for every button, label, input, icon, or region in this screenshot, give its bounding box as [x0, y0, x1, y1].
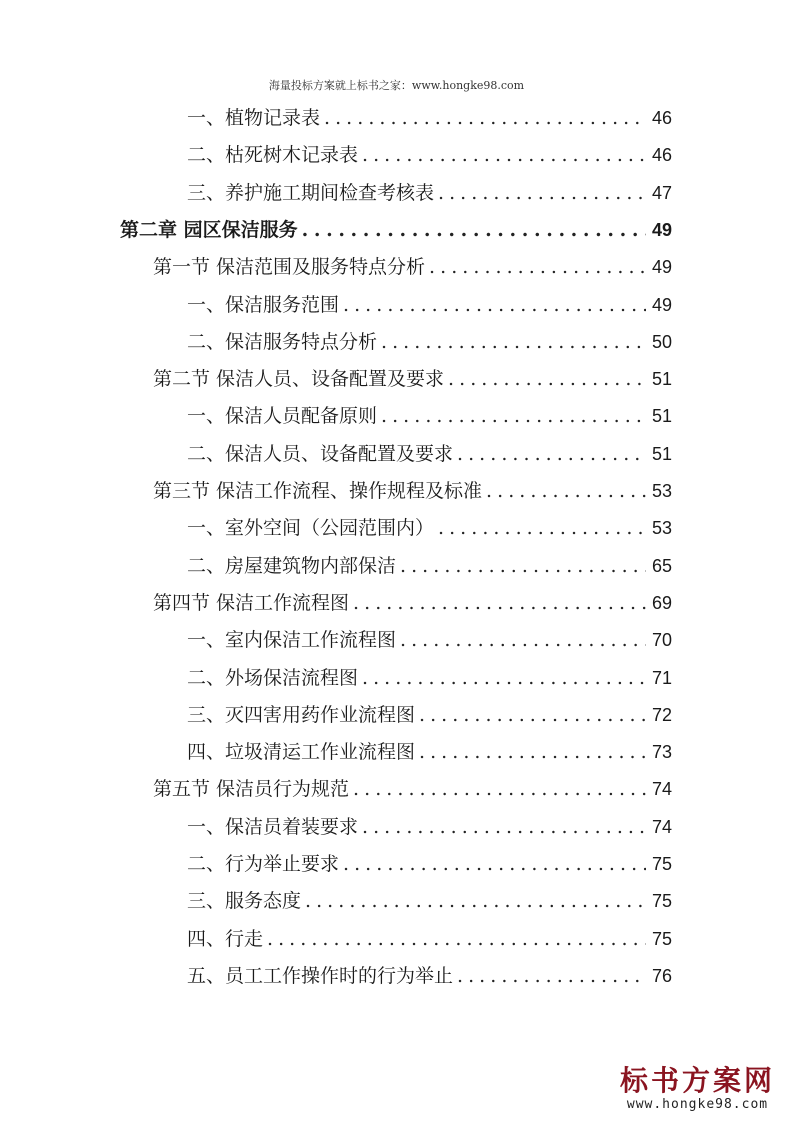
- toc-dot-leader: [381, 324, 646, 361]
- toc-entry-page-number: 70: [651, 630, 672, 651]
- toc-entry[interactable]: [153, 771, 672, 808]
- toc-dot-leader: [362, 660, 646, 697]
- toc-entry[interactable]: [187, 436, 672, 473]
- toc-entry-page-number: 46: [651, 145, 672, 166]
- toc-entry[interactable]: [187, 958, 672, 995]
- toc-dot-leader: [486, 473, 646, 510]
- toc-entry[interactable]: [187, 809, 672, 846]
- toc-entry-page-number: 47: [651, 182, 672, 203]
- toc-entry-title: 第一节 保洁范围及服务特点分析: [153, 256, 426, 279]
- toc-entry[interactable]: [153, 473, 672, 510]
- toc-entry[interactable]: [187, 175, 672, 212]
- toc-entry[interactable]: [153, 585, 672, 622]
- toc-entry-page-number: 53: [651, 481, 672, 501]
- watermark-title: 标书方案网: [619, 1064, 775, 1097]
- toc-entry-page-number: 46: [651, 108, 672, 128]
- toc-entry[interactable]: [187, 100, 672, 137]
- toc-entry[interactable]: [187, 883, 672, 920]
- toc-entry[interactable]: [187, 287, 672, 324]
- toc-entry[interactable]: [153, 361, 672, 398]
- toc-entry[interactable]: [187, 548, 672, 585]
- toc-entry[interactable]: [187, 324, 672, 361]
- toc-entry[interactable]: [187, 622, 672, 659]
- toc-entry-page-number: 72: [651, 704, 672, 725]
- toc-entry-page-number: 74: [651, 779, 672, 800]
- toc-entry-page-number: 75: [651, 854, 672, 874]
- toc-entry[interactable]: [187, 398, 672, 435]
- toc-dot-leader: [429, 249, 646, 286]
- toc-entry-page-number: 76: [651, 965, 672, 986]
- toc-entry-page-number: 51: [651, 369, 672, 390]
- toc-entry[interactable]: [187, 846, 672, 883]
- toc-entry-title: 四、行走: [187, 927, 264, 950]
- toc-entry[interactable]: [187, 510, 672, 547]
- toc-dot-leader: [400, 622, 646, 659]
- toc-dot-leader: [343, 287, 646, 324]
- toc-dot-leader: [362, 809, 646, 846]
- toc-entry-title: 五、员工工作操作时的行为举止: [187, 964, 454, 987]
- toc-entry-title: 二、枯死树木记录表: [187, 144, 359, 167]
- toc-dot-leader: [343, 846, 646, 883]
- toc-dot-leader: [419, 697, 646, 734]
- page-header: 海量投标方案就上标书之家：www.hongke98.com: [268, 79, 525, 92]
- toc-dot-leader: [457, 958, 646, 995]
- toc-dot-leader: [381, 398, 646, 435]
- toc-entry-title: 三、养护施工期间检查考核表: [187, 181, 435, 204]
- toc-entry-page-number: 49: [651, 219, 672, 240]
- toc-entry-title: 二、保洁服务特点分析: [187, 330, 378, 353]
- toc-entry-page-number: 49: [651, 257, 672, 278]
- toc-entry-page-number: 65: [651, 555, 672, 576]
- toc-entry-page-number: 73: [651, 742, 672, 763]
- toc-dot-leader: [302, 212, 646, 249]
- toc-entry[interactable]: [187, 921, 672, 958]
- toc-entry[interactable]: [187, 734, 672, 771]
- toc-entry-title: 第二节 保洁人员、设备配置及要求: [153, 368, 445, 391]
- toc-entry[interactable]: [187, 697, 672, 734]
- toc-entry-title: 第三节 保洁工作流程、操作规程及标准: [153, 480, 483, 502]
- watermark-logo: [620, 1065, 775, 1112]
- toc-dot-leader: [438, 510, 646, 547]
- toc-entry-title: 四、垃圾清运工作业流程图: [187, 741, 416, 764]
- toc-entry-title: 一、保洁服务范围: [187, 293, 340, 316]
- toc-entry-page-number: 51: [651, 443, 672, 464]
- toc-entry-title: 一、室内保洁工作流程图: [187, 629, 397, 652]
- toc-entry-page-number: 71: [651, 667, 672, 688]
- toc-dot-leader: [305, 883, 646, 920]
- toc-entry-title: 一、室外空间（公园范围内）: [187, 517, 435, 540]
- toc-entry-title: 一、保洁人员配备原则: [187, 405, 378, 428]
- toc-entry-title: 三、灭四害用药作业流程图: [187, 703, 416, 726]
- toc-entry[interactable]: [120, 212, 672, 249]
- toc-entry-title: 一、植物记录表: [187, 107, 321, 129]
- toc-entry-page-number: 51: [651, 406, 672, 427]
- toc-entry-title: 二、保洁人员、设备配置及要求: [187, 442, 454, 465]
- toc-entry-page-number: 75: [651, 928, 672, 949]
- toc-dot-leader: [267, 921, 646, 958]
- toc-entry[interactable]: [153, 249, 672, 286]
- toc-entry-title: 三、服务态度: [187, 890, 302, 913]
- toc-entry-title: 第四节 保洁工作流程图: [153, 591, 350, 614]
- toc-dot-leader: [353, 771, 646, 808]
- toc-entry[interactable]: [187, 660, 672, 697]
- toc-entry-title: 一、保洁员着装要求: [187, 815, 359, 838]
- watermark-url: www.hongke98.com: [626, 1097, 769, 1112]
- toc-dot-leader: [438, 175, 646, 212]
- toc-entry[interactable]: [187, 137, 672, 174]
- toc-dot-leader: [400, 548, 646, 585]
- toc-entry-page-number: 69: [651, 592, 672, 613]
- toc-dot-leader: [362, 137, 646, 174]
- toc-entry-page-number: 49: [651, 294, 672, 315]
- toc-entry-title: 二、房屋建筑物内部保洁: [187, 554, 397, 577]
- toc-entry-title: 二、行为举止要求: [187, 853, 340, 875]
- toc-dot-leader: [324, 100, 646, 137]
- toc-dot-leader: [448, 361, 646, 398]
- toc-entry-title: 二、外场保洁流程图: [187, 666, 359, 689]
- toc-entry-page-number: 74: [651, 816, 672, 837]
- toc-entry-title: 第二章 园区保洁服务: [120, 218, 298, 241]
- toc-dot-leader: [419, 734, 646, 771]
- toc-dot-leader: [457, 436, 646, 473]
- toc-entry-page-number: 75: [651, 891, 672, 912]
- toc-entry-page-number: 50: [651, 331, 672, 352]
- toc-entry-page-number: 53: [651, 518, 672, 539]
- toc-dot-leader: [353, 585, 646, 622]
- toc-entry-title: 第五节 保洁员行为规范: [153, 778, 350, 801]
